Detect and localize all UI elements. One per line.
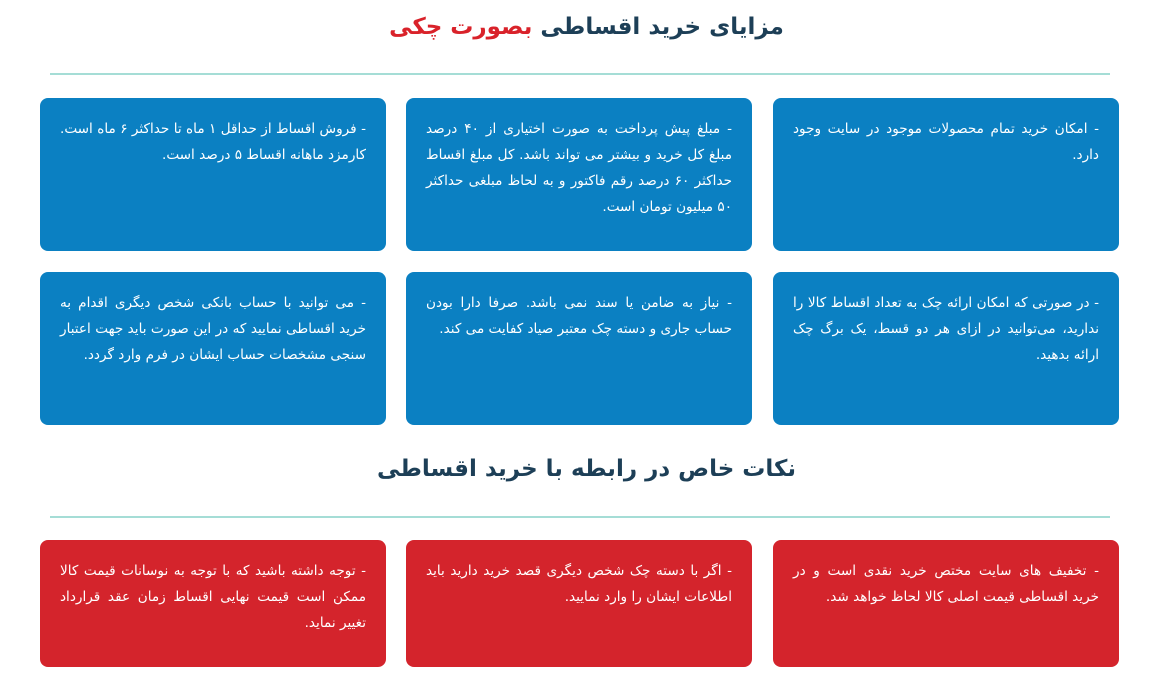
title-main: مزایای خرید اقساطی bbox=[540, 14, 784, 40]
section-title-advantages bbox=[0, 14, 1173, 40]
section-title-notes bbox=[0, 456, 1173, 482]
divider bbox=[50, 516, 1110, 518]
note-card bbox=[406, 540, 752, 667]
card-text: - اگر با دسته چک شخص دیگری قصد خرید دارید باید اطلاعات ایشان را وارد نمایید. bbox=[426, 563, 732, 605]
card-text: - امکان خرید تمام محصولات موجود در سایت وجود دارد. bbox=[793, 121, 1099, 163]
card-text: - می توانید با حساب بانکی شخص دیگری اقدام به خرید اقساطی نمایید که در این صورت باید جهت اعتبار سنجی مشخصات حساب ایشان در فرم وارد گردد. bbox=[60, 295, 366, 363]
advantage-card bbox=[773, 98, 1119, 251]
card-text: - فروش اقساط از حداقل ۱ ماه تا حداکثر ۶ ماه است. کارمزد ماهانه اقساط ۵ درصد است. bbox=[60, 121, 366, 163]
advantage-card bbox=[773, 272, 1119, 425]
divider bbox=[50, 73, 1110, 75]
card-text: - تخفیف های سایت مختص خرید نقدی است و در خرید اقساطی قیمت اصلی کالا لحاظ خواهد شد. bbox=[793, 563, 1099, 605]
card-text: - نیاز به ضامن یا سند نمی باشد. صرفا دارا بودن حساب جاری و دسته چک معتبر صیاد کفایت می کند. bbox=[426, 295, 732, 337]
advantage-card bbox=[40, 98, 386, 251]
advantage-card bbox=[40, 272, 386, 425]
note-card bbox=[40, 540, 386, 667]
advantage-card bbox=[406, 98, 752, 251]
advantage-card bbox=[406, 272, 752, 425]
card-text: - در صورتی که امکان ارائه چک به تعداد اقساط کالا را ندارید، می‌توانید در ازای هر دو قسط، یک برگ چک ارائه بدهید. bbox=[793, 295, 1099, 363]
card-text: - توجه داشته باشید که با توجه به نوسانات قیمت کالا ممکن است قیمت نهایی اقساط زمان عقد قرارداد تغییر نماید. bbox=[60, 563, 366, 631]
title-accent: بصورت چکی bbox=[389, 14, 533, 40]
card-text: - مبلغ پیش پرداخت به صورت اختیاری از ۴۰ درصد مبلغ کل خرید و بیشتر می تواند باشد. کل مبلغ اقساط حداکثر ۶۰ درصد رقم فاکتور و به لحاظ مبلغی حداکثر ۵۰ میلیون تومان است. bbox=[426, 121, 732, 215]
note-card bbox=[773, 540, 1119, 667]
notes-title: نکات خاص در رابطه با خرید اقساطی bbox=[376, 456, 797, 482]
